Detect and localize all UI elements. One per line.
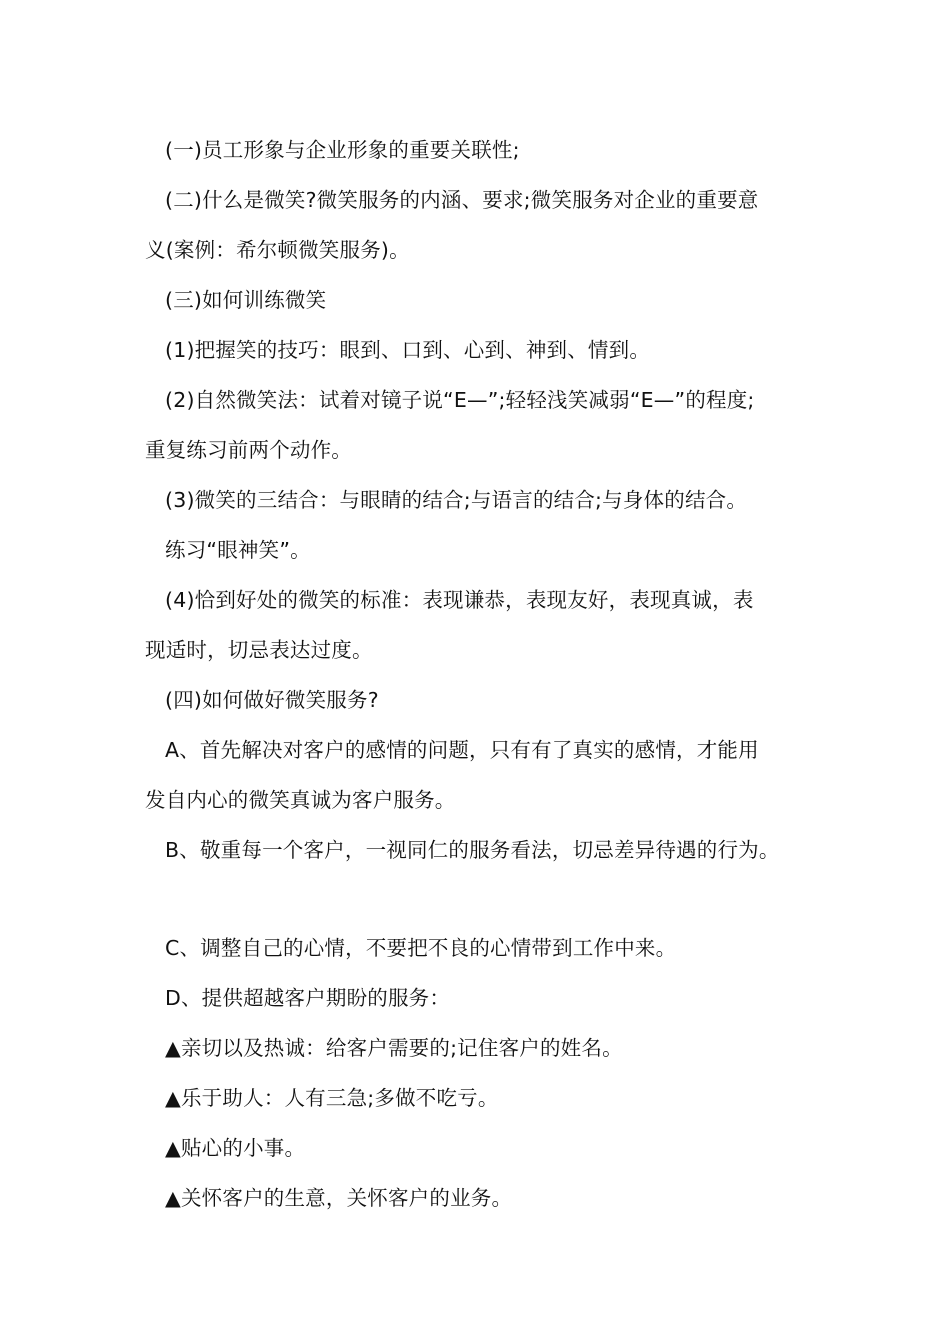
paragraph-line: (4)恰到好处的微笑的标准：表现谦恭，表现友好，表现真诚，表 bbox=[165, 588, 754, 612]
paragraph-line: A、首先解决对客户的感情的问题，只有有了真实的感情，才能用 bbox=[165, 738, 759, 762]
section-heading: (四)如何做好微笑服务? bbox=[165, 688, 379, 712]
paragraph-line: C、调整自己的心情，不要把不良的心情带到工作中来。 bbox=[165, 936, 677, 960]
paragraph-line: (3)微笑的三结合：与眼睛的结合;与语言的结合;与身体的结合。 bbox=[165, 488, 748, 512]
paragraph-line: 发自内心的微笑真诚为客户服务。 bbox=[145, 788, 456, 812]
paragraph-line: D、提供超越客户期盼的服务： bbox=[165, 986, 451, 1010]
bullet-item: ▲关怀客户的生意，关怀客户的业务。 bbox=[165, 1186, 513, 1210]
section-heading: (三)如何训练微笑 bbox=[165, 288, 327, 312]
paragraph-line: 义(案例：希尔顿微笑服务)。 bbox=[145, 238, 410, 262]
paragraph-line: (一)员工形象与企业形象的重要关联性; bbox=[165, 138, 520, 162]
paragraph-line: 练习“眼神笑”。 bbox=[165, 538, 311, 562]
paragraph-line: B、敬重每一个客户，一视同仁的服务看法，切忌差异待遇的行为。 bbox=[165, 838, 780, 862]
paragraph-line: (2)自然微笑法：试着对镜子说“E—”;轻轻浅笑减弱“E—”的程度; bbox=[165, 388, 755, 412]
paragraph-line: (二)什么是微笑?微笑服务的内涵、要求;微笑服务对企业的重要意 bbox=[165, 188, 759, 212]
paragraph-line: 重复练习前两个动作。 bbox=[145, 438, 352, 462]
paragraph-line: 现适时，切忌表达过度。 bbox=[145, 638, 373, 662]
bullet-item: ▲乐于助人：人有三急;多做不吃亏。 bbox=[165, 1086, 499, 1110]
paragraph-line: (1)把握笑的技巧：眼到、口到、心到、神到、情到。 bbox=[165, 338, 651, 362]
bullet-item: ▲亲切以及热诚：给客户需要的;记住客户的姓名。 bbox=[165, 1036, 623, 1060]
bullet-item: ▲贴心的小事。 bbox=[165, 1136, 306, 1160]
